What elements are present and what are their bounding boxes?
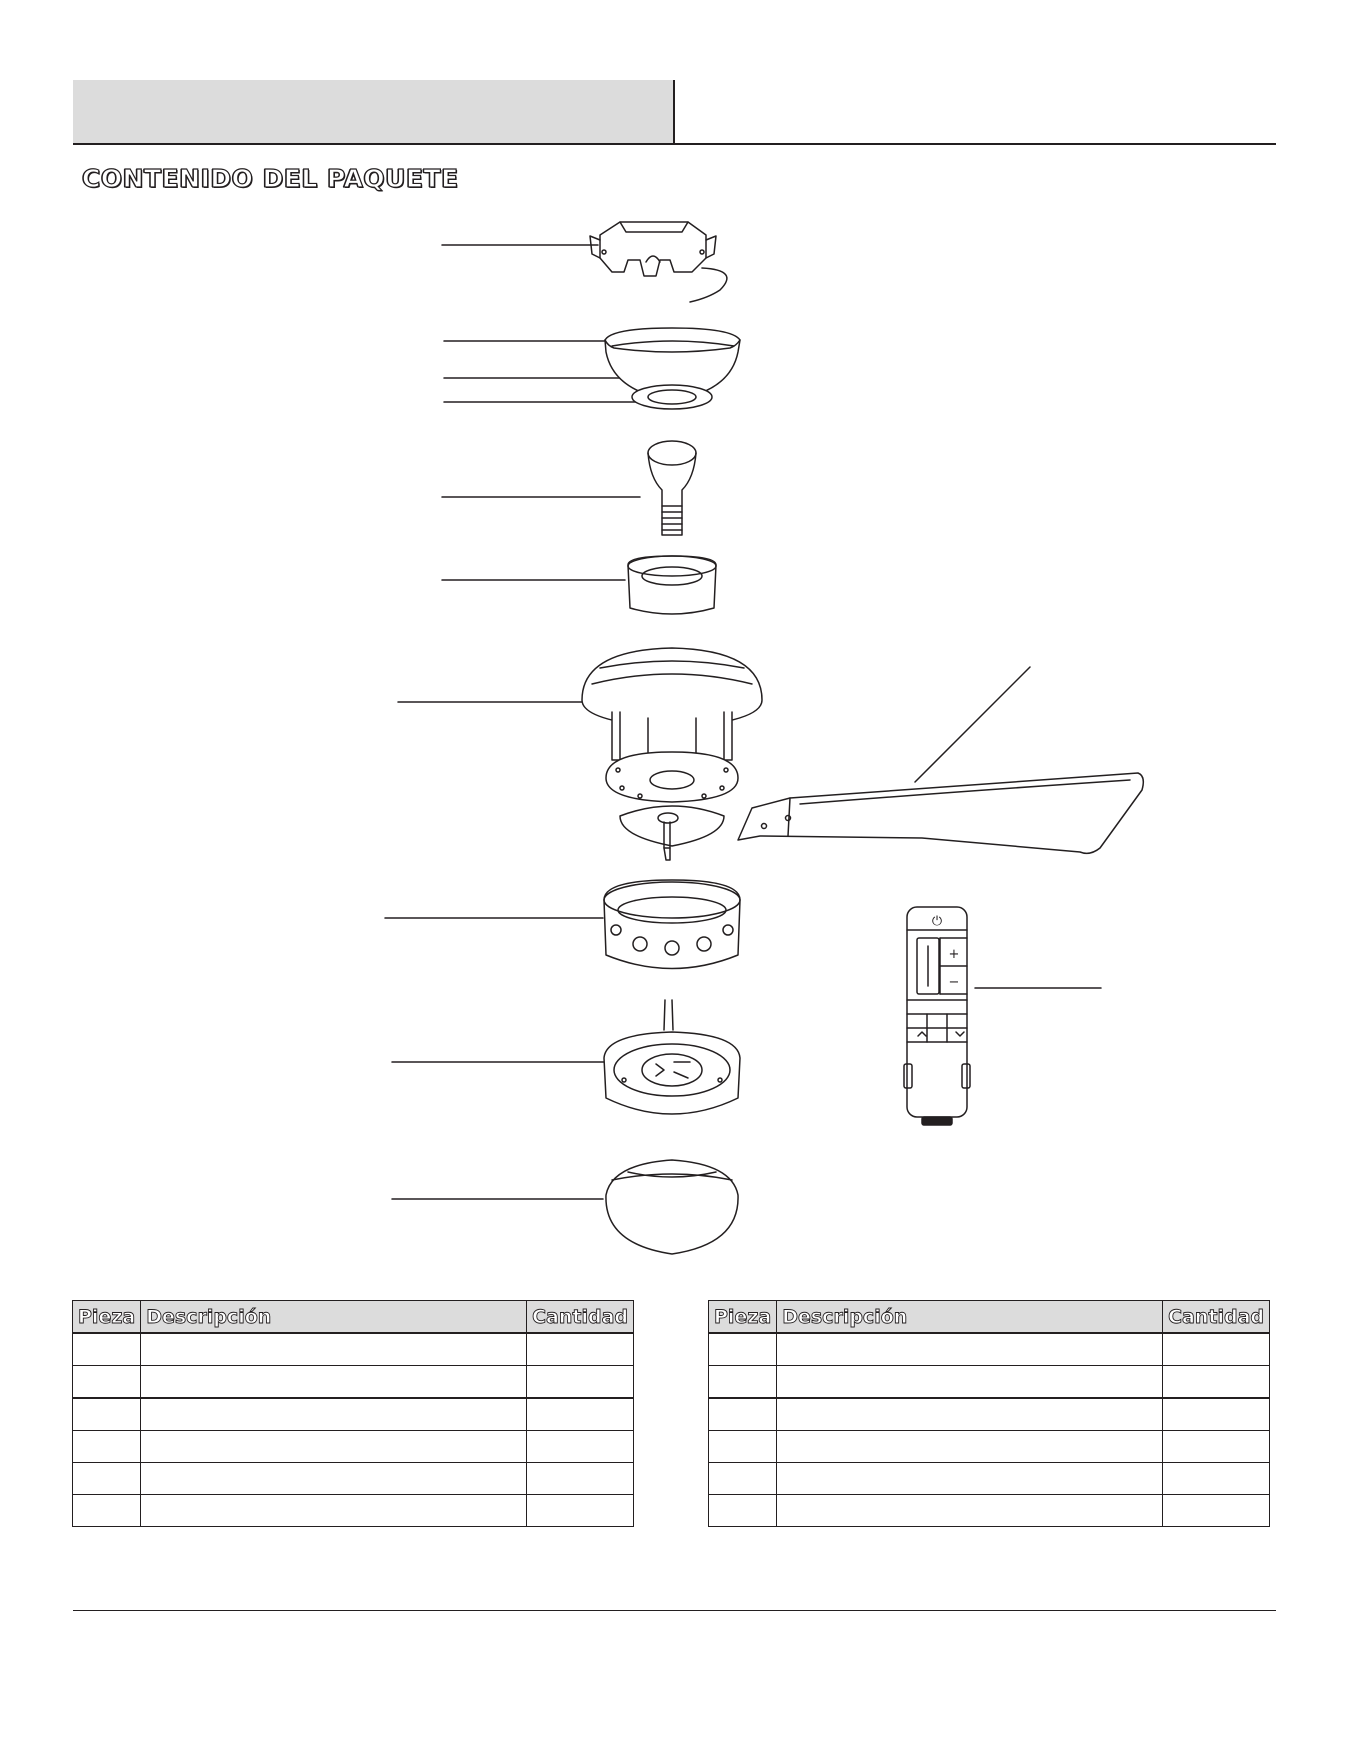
table-header-row [73, 1301, 634, 1334]
minus-icon: − [948, 975, 960, 990]
cell-descripcion [141, 1333, 527, 1366]
column-header-descripcion: Descripción [141, 1301, 527, 1334]
cell-pieza [73, 1431, 141, 1463]
cell-descripcion [777, 1463, 1163, 1495]
cell-pieza [73, 1366, 141, 1399]
cell-pieza [709, 1495, 777, 1527]
table-header-row [709, 1301, 1270, 1334]
cell-descripcion [141, 1463, 527, 1495]
cell-descripcion [777, 1333, 1163, 1366]
table-row [73, 1495, 634, 1527]
glass-shade [606, 1160, 738, 1254]
cell-cantidad [527, 1431, 634, 1463]
table-row [73, 1431, 634, 1463]
cell-pieza [709, 1398, 777, 1431]
table-row [73, 1333, 634, 1366]
cell-pieza [709, 1333, 777, 1366]
cell-cantidad [527, 1495, 634, 1527]
cell-cantidad [1163, 1398, 1270, 1431]
cell-pieza [709, 1431, 777, 1463]
cell-descripcion [141, 1431, 527, 1463]
cell-cantidad [1163, 1463, 1270, 1495]
downrod [648, 441, 696, 535]
cell-descripcion [777, 1398, 1163, 1431]
cell-cantidad [527, 1366, 634, 1399]
cell-pieza [73, 1333, 141, 1366]
cell-cantidad [527, 1463, 634, 1495]
cell-cantidad [1163, 1495, 1270, 1527]
column-header-pieza: Pieza [709, 1301, 777, 1334]
table-row [709, 1398, 1270, 1431]
table-row [709, 1495, 1270, 1527]
fan-blade [738, 773, 1143, 853]
plus-icon: + [948, 947, 960, 962]
cell-pieza [73, 1398, 141, 1431]
footer-rule [73, 1610, 1276, 1611]
cell-cantidad [1163, 1333, 1270, 1366]
cell-cantidad [527, 1333, 634, 1366]
table-row [709, 1463, 1270, 1495]
light-kit-plate [604, 1000, 740, 1114]
coupling-cover [628, 556, 716, 614]
canopy [605, 328, 740, 409]
cell-descripcion [777, 1366, 1163, 1399]
column-header-descripcion: Descripción [777, 1301, 1163, 1334]
cell-descripcion [141, 1398, 527, 1431]
cell-pieza [709, 1366, 777, 1399]
column-header-cantidad: Cantidad [1163, 1301, 1270, 1334]
cell-cantidad [1163, 1431, 1270, 1463]
remote-control [904, 907, 970, 1125]
column-header-pieza: Pieza [73, 1301, 141, 1334]
mounting-bracket [590, 222, 727, 302]
cell-pieza [73, 1463, 141, 1495]
column-header-cantidad: Cantidad [527, 1301, 634, 1334]
cell-descripcion [141, 1495, 527, 1527]
switch-housing [604, 880, 740, 969]
table-row [73, 1366, 634, 1399]
cell-cantidad [1163, 1366, 1270, 1399]
cell-cantidad [527, 1398, 634, 1431]
cell-descripcion [141, 1366, 527, 1399]
parts-table-left [72, 1300, 634, 1527]
table-row [73, 1398, 634, 1431]
parts-table-right [708, 1300, 1270, 1527]
motor-assembly [582, 648, 762, 860]
leader-lines [385, 245, 1101, 1199]
table-row [709, 1333, 1270, 1366]
cell-descripcion [777, 1495, 1163, 1527]
table-row [73, 1463, 634, 1495]
section-title: CONTENIDO DEL PAQUETE [82, 164, 459, 193]
cell-descripcion [777, 1431, 1163, 1463]
cell-pieza [73, 1495, 141, 1527]
cell-pieza [709, 1463, 777, 1495]
power-icon: ⏻ [931, 914, 943, 929]
table-row [709, 1366, 1270, 1399]
table-row [709, 1431, 1270, 1463]
